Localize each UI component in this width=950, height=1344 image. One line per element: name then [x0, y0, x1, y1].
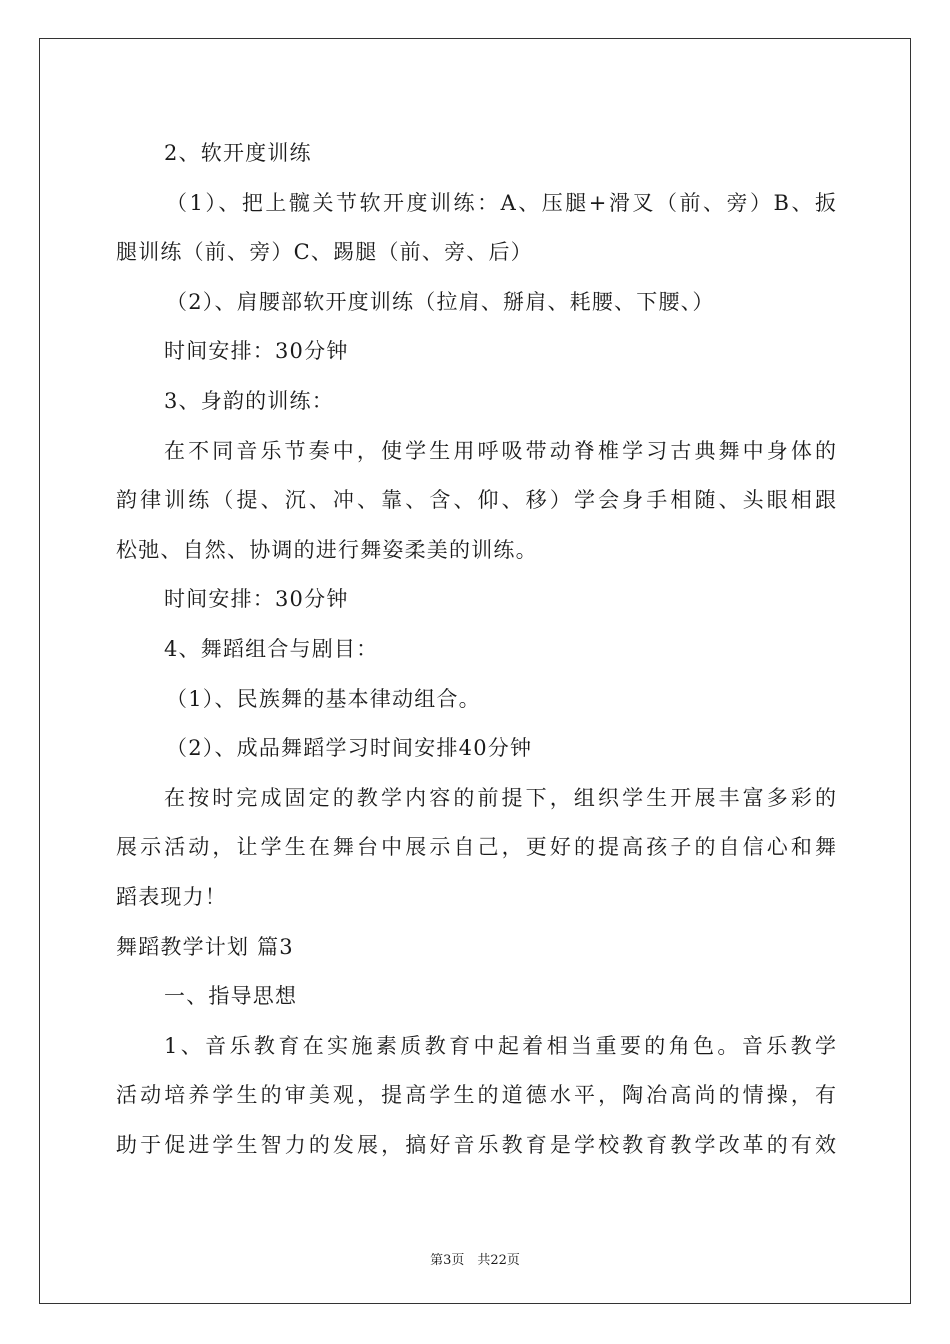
paragraph-line: （1）、民族舞的基本律动组合。: [166, 686, 481, 711]
section-heading: 3、身韵的训练：: [164, 388, 334, 413]
document-body: [116, 129, 836, 1170]
page-footer: 第3页 共22页: [430, 1253, 520, 1268]
paragraph-line: 时间安排：30分钟: [164, 587, 349, 612]
paragraph-line: 时间安排：30分钟: [164, 339, 349, 364]
paragraph-line: 在按时完成固定的教学内容的前提下，组织学生开展丰富多彩的: [164, 785, 836, 810]
paragraph-line: 展示活动，让学生在舞台中展示自己，更好的提高孩子的自信心和舞: [116, 835, 836, 860]
paragraph-line: （2）、肩腰部软开度训练（拉肩、掰肩、耗腰、下腰、）: [166, 289, 715, 314]
section-heading: 一、指导思想: [164, 984, 298, 1009]
paragraph-line: 1、音乐教育在实施素质教育中起着相当重要的角色。音乐教学: [164, 1033, 836, 1058]
paragraph-line: 活动培养学生的审美观，提高学生的道德水平，陶冶高尚的情操，有: [116, 1083, 836, 1108]
paragraph-line: 蹈表现力！: [116, 884, 227, 909]
document-title: 舞蹈教学计划 篇3: [116, 934, 294, 959]
section-heading: 4、舞蹈组合与剧目：: [164, 636, 379, 661]
paragraph-line: （2）、成品舞蹈学习时间安排40分钟: [166, 736, 533, 761]
paragraph-line: 在不同音乐节奏中，使学生用呼吸带动脊椎学习古典舞中身体的: [164, 438, 836, 463]
paragraph-line: 助于促进学生智力的发展，搞好音乐教育是学校教育教学改革的有效: [116, 1132, 836, 1157]
paragraph-line: 2、软开度训练: [164, 141, 312, 165]
paragraph-line: （1）、把上髋关节软开度训练：A、压腿+滑叉（前、旁）B、扳: [166, 190, 836, 215]
paragraph-line: 松弛、自然、协调的进行舞姿柔美的训练。: [116, 537, 538, 562]
paragraph-line: 腿训练（前、旁）C、踢腿（前、旁、后）: [116, 240, 533, 265]
paragraph-line: 韵律训练（提、沉、冲、靠、含、仰、移）学会身手相随、头眼相跟: [116, 488, 836, 513]
